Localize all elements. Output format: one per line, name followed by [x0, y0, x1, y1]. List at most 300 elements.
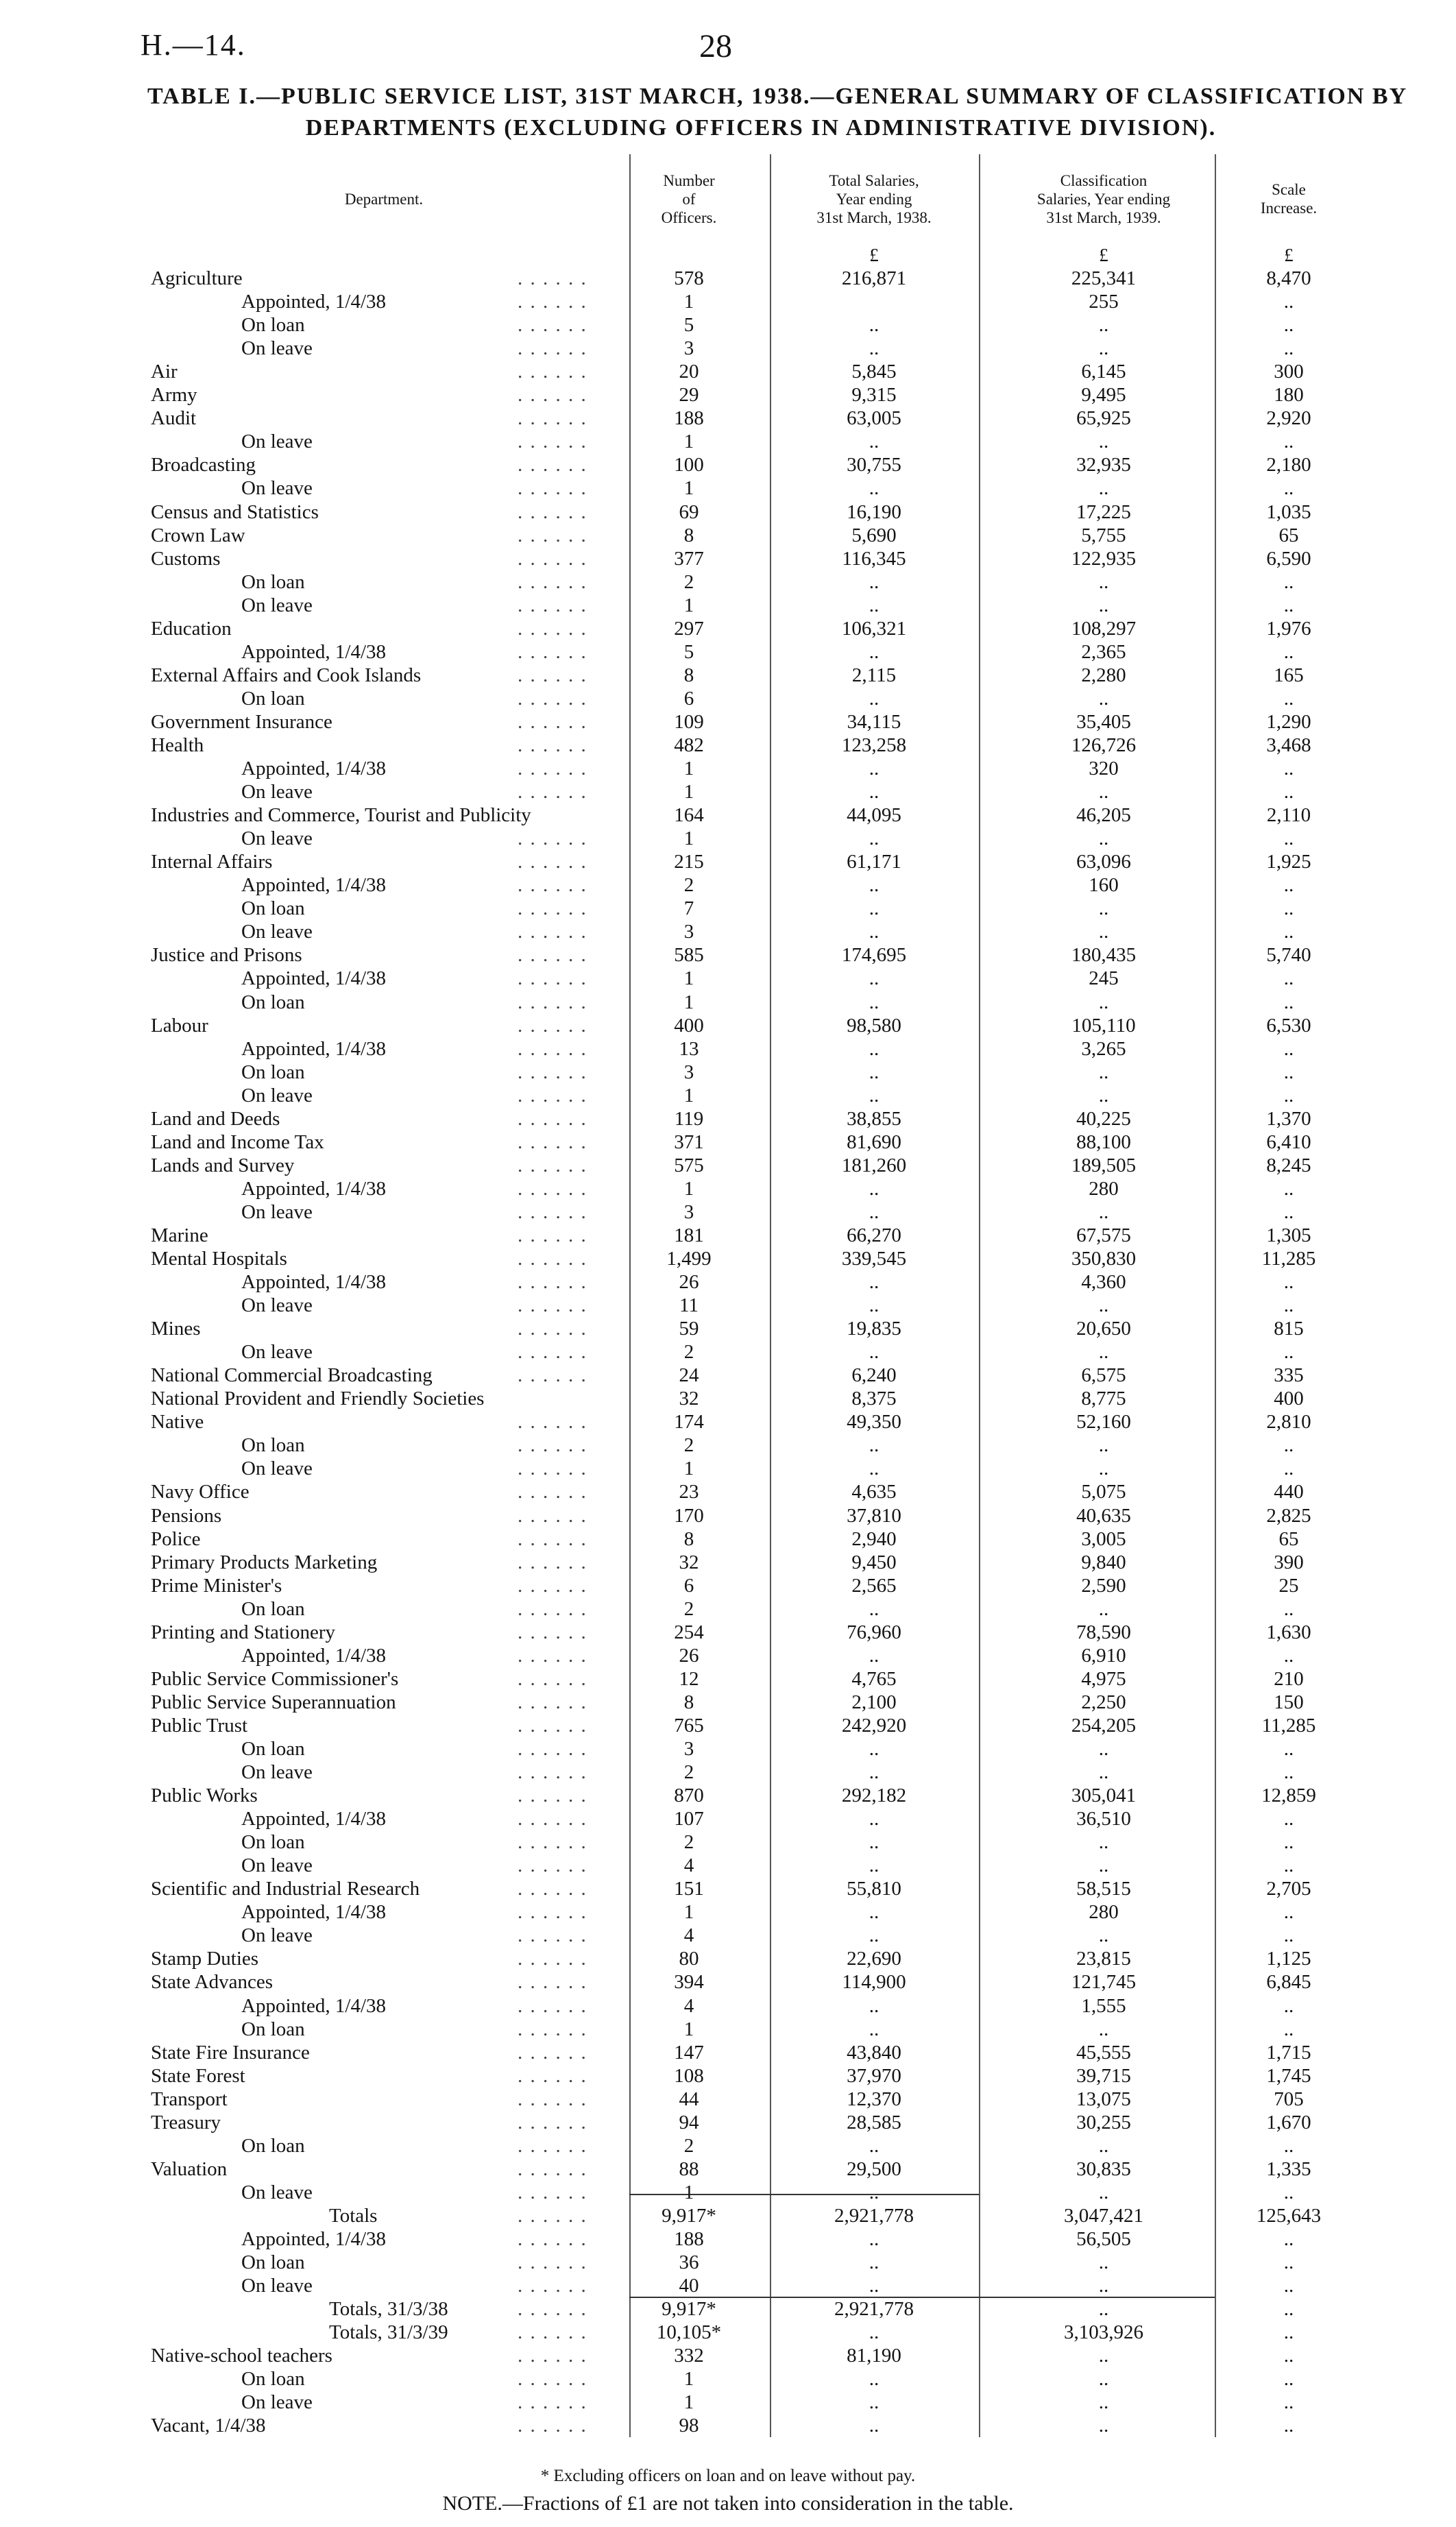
table-row [0, 734, 1456, 757]
row-scale-increase: 2,810 [1266, 1411, 1311, 1434]
row-total-salaries: .. [869, 1084, 879, 1107]
table-row [0, 757, 1456, 780]
row-classification: 58,515 [1076, 1878, 1131, 1900]
row-classification: .. [1098, 2368, 1109, 2391]
row-classification: .. [1098, 2251, 1109, 2274]
row-officers: 1 [683, 2391, 694, 2414]
row-scale-increase: .. [1283, 874, 1294, 897]
row-department: Prime Minister's [151, 1574, 282, 1597]
row-list [0, 267, 1456, 2437]
row-department: On leave [241, 2181, 313, 2203]
row-total-salaries: .. [869, 594, 879, 616]
table-row [0, 640, 1456, 664]
row-scale-increase: 390 [1274, 1551, 1304, 1573]
table-row [0, 803, 1456, 827]
row-scale-increase: 1,035 [1266, 500, 1311, 523]
header-officers: Number of Officers. [661, 171, 717, 226]
row-department: Marine [151, 1224, 208, 1246]
row-total-salaries: .. [869, 314, 879, 337]
row-total-salaries: 4,635 [851, 1481, 897, 1503]
row-total-salaries: 19,835 [847, 1318, 901, 1340]
table-row [0, 267, 1456, 290]
row-officers: 870 [674, 1785, 704, 1807]
row-officers: 3 [683, 1738, 694, 1760]
row-department: On leave [241, 827, 313, 850]
row-officers: 151 [674, 1878, 704, 1900]
row-department: On leave [241, 1854, 313, 1877]
row-total-salaries: 34,115 [847, 710, 901, 733]
row-officers: 3 [683, 1061, 694, 1083]
row-scale-increase: .. [1283, 2227, 1294, 2250]
table-row [0, 943, 1456, 967]
leader-dots: . . . . . . [518, 967, 587, 990]
row-classification: 6,575 [1081, 1364, 1126, 1387]
row-department: Health [151, 734, 204, 756]
leader-dots: . . . . . . [518, 1458, 587, 1480]
row-classification: 17,225 [1076, 500, 1131, 523]
row-scale-increase: .. [1283, 1994, 1294, 2017]
row-department: On loan [241, 1597, 305, 1620]
row-total-salaries: 292,182 [841, 1785, 907, 1807]
table-row [0, 617, 1456, 640]
row-total-salaries: .. [869, 1341, 879, 1364]
row-officers: 100 [674, 454, 704, 476]
table-row [0, 1037, 1456, 1061]
table-row [0, 2344, 1456, 2367]
row-department: Transport [151, 2088, 228, 2110]
table-row [0, 1737, 1456, 1761]
leader-dots: . . . . . . [518, 1271, 587, 1294]
row-officers: 80 [679, 1948, 699, 1970]
row-scale-increase: .. [1283, 1200, 1294, 1223]
row-officers: 215 [674, 851, 704, 873]
leader-dots: . . . . . . [518, 1037, 587, 1060]
table-row [0, 2181, 1456, 2204]
row-officers: 1 [683, 2368, 694, 2391]
row-department: Audit [151, 407, 197, 430]
row-classification: 5,755 [1081, 524, 1126, 546]
leader-dots: . . . . . . [518, 874, 587, 897]
row-total-salaries: .. [869, 477, 879, 500]
row-classification: 2,280 [1081, 664, 1126, 686]
table-row [0, 1667, 1456, 1691]
row-department: Printing and Stationery [151, 1621, 336, 1643]
row-classification: 4,360 [1081, 1271, 1126, 1294]
table-row [0, 2018, 1456, 2041]
header-scale: Scale Increase. [1260, 181, 1318, 217]
leader-dots: . . . . . . [518, 2368, 587, 2391]
row-classification: 78,590 [1076, 1621, 1131, 1643]
table-row [0, 1340, 1456, 1364]
row-total-salaries: 5,845 [851, 361, 897, 383]
table-body [0, 243, 1456, 2437]
row-scale-increase: .. [1283, 2181, 1294, 2203]
row-officers: 1 [683, 1458, 694, 1480]
table-row [0, 1574, 1456, 1597]
table-row [0, 1994, 1456, 2018]
row-officers: 24 [679, 1364, 699, 1387]
row-department: Customs [151, 547, 221, 570]
row-officers: 8 [683, 1527, 694, 1550]
table-row [0, 1224, 1456, 1247]
row-scale-increase: 1,125 [1266, 1948, 1311, 1970]
row-total-salaries: .. [869, 2227, 879, 2250]
row-classification: .. [1098, 1341, 1109, 1364]
row-department: Land and Income Tax [151, 1130, 324, 1153]
table-row [0, 1784, 1456, 1807]
row-scale-increase: .. [1283, 1761, 1294, 1784]
row-department: On loan [241, 314, 305, 337]
row-department: On leave [241, 781, 313, 803]
row-classification: 46,205 [1076, 804, 1131, 827]
row-department: Police [151, 1527, 201, 1550]
table-row [0, 1130, 1456, 1154]
row-officers: 20 [679, 361, 699, 383]
row-total-salaries: 2,100 [851, 1691, 897, 1713]
row-officers: 400 [674, 1014, 704, 1037]
row-total-salaries: .. [869, 1597, 879, 1620]
row-department: Totals [329, 2204, 378, 2227]
table-subtitle: DEPARTMENTS (EXCLUDING OFFICERS IN ADMINISTRATIVE DIVISION). [305, 115, 1217, 141]
row-scale-increase: 11,285 [1261, 1714, 1316, 1737]
row-scale-increase: 3,468 [1266, 734, 1311, 756]
row-scale-increase: .. [1283, 1294, 1294, 1317]
row-officers: 765 [674, 1714, 704, 1737]
leader-dots: . . . . . . [518, 1084, 587, 1107]
row-total-salaries: .. [869, 2321, 879, 2344]
row-department: State Fire Insurance [151, 2041, 310, 2064]
row-scale-increase: 165 [1274, 664, 1304, 686]
row-officers: 94 [679, 2111, 699, 2133]
row-scale-increase: 1,670 [1266, 2111, 1311, 2133]
row-classification: .. [1098, 2134, 1109, 2157]
table-row [0, 1691, 1456, 1714]
row-officers: 297 [674, 617, 704, 640]
row-scale-increase: 8,470 [1266, 267, 1311, 290]
row-classification: 320 [1089, 758, 1119, 780]
row-department: On loan [241, 991, 305, 1013]
table-row [0, 1387, 1456, 1410]
row-officers: 578 [674, 267, 704, 290]
row-department: Labour [151, 1014, 208, 1037]
row-total-salaries: 98,580 [847, 1014, 901, 1037]
table-row [0, 1294, 1456, 1317]
row-classification: .. [1098, 594, 1109, 616]
row-scale-increase: .. [1283, 337, 1294, 360]
row-officers: 188 [674, 2227, 704, 2250]
leader-dots: . . . . . . [518, 361, 587, 383]
leader-dots: . . . . . . [518, 1014, 587, 1037]
table-row [0, 1434, 1456, 1457]
row-department: Internal Affairs [151, 851, 273, 873]
row-officers: 5 [683, 640, 694, 663]
row-classification: .. [1098, 2345, 1109, 2367]
row-department: Totals, 31/3/39 [329, 2321, 448, 2344]
row-scale-increase: 6,530 [1266, 1014, 1311, 1037]
row-scale-increase: .. [1283, 921, 1294, 943]
row-officers: 585 [674, 944, 704, 967]
leader-dots: . . . . . . [518, 267, 587, 290]
row-total-salaries: 76,960 [847, 1621, 901, 1643]
table-row [0, 873, 1456, 897]
row-officers: 1 [683, 594, 694, 616]
row-department: On leave [241, 477, 313, 500]
row-department: Pensions [151, 1504, 222, 1527]
row-total-salaries: 2,565 [851, 1574, 897, 1597]
row-total-salaries: .. [869, 1808, 879, 1830]
table-row [0, 687, 1456, 710]
table-row [0, 827, 1456, 850]
row-classification: 3,103,926 [1064, 2321, 1143, 2344]
row-officers: 170 [674, 1504, 704, 1527]
row-officers: 6 [683, 687, 694, 710]
row-officers: 2 [683, 1831, 694, 1854]
row-scale-increase: .. [1283, 1341, 1294, 1364]
row-classification: 254,205 [1071, 1714, 1137, 1737]
leader-dots: . . . . . . [518, 1504, 587, 1527]
table-row [0, 1970, 1456, 1994]
leader-dots: . . . . . . [518, 2111, 587, 2133]
row-classification: .. [1098, 1434, 1109, 1457]
row-classification: 35,405 [1076, 710, 1131, 733]
row-scale-increase: 2,920 [1266, 407, 1311, 430]
table-row [0, 594, 1456, 617]
row-classification: .. [1098, 431, 1109, 453]
header-department: Department. [344, 190, 424, 208]
row-department: Lands and Survey [151, 1154, 295, 1176]
row-total-salaries: 37,970 [847, 2064, 901, 2087]
row-classification: 67,575 [1076, 1224, 1131, 1246]
row-officers: 1,499 [666, 1248, 712, 1270]
row-classification: .. [1098, 1294, 1109, 1317]
row-total-salaries: 63,005 [847, 407, 901, 430]
row-classification: .. [1098, 337, 1109, 360]
row-officers: 254 [674, 1621, 704, 1643]
row-total-salaries: .. [869, 921, 879, 943]
row-total-salaries: .. [869, 687, 879, 710]
row-total-salaries: .. [869, 1294, 879, 1317]
table-row [0, 1877, 1456, 1900]
row-classification: .. [1098, 477, 1109, 500]
row-scale-increase: .. [1283, 431, 1294, 453]
row-scale-increase: 400 [1274, 1388, 1304, 1410]
row-department: On loan [241, 2134, 305, 2157]
row-total-salaries: 61,171 [847, 851, 901, 873]
row-department: On leave [241, 1294, 313, 1317]
row-classification: 40,635 [1076, 1504, 1131, 1527]
row-officers: 1 [683, 967, 694, 990]
row-classification: .. [1098, 1924, 1109, 1947]
table-row [0, 1807, 1456, 1830]
row-classification: .. [1098, 1084, 1109, 1107]
row-department: Appointed, 1/4/38 [241, 1177, 387, 1200]
row-classification: 350,830 [1071, 1248, 1137, 1270]
row-total-salaries: .. [869, 1924, 879, 1947]
leader-dots: . . . . . . [518, 384, 587, 407]
row-officers: 109 [674, 710, 704, 733]
row-department: Industries and Commerce, Tourist and Publicity [151, 804, 531, 827]
row-classification: .. [1098, 921, 1109, 943]
table-row [0, 476, 1456, 500]
row-classification: 108,297 [1071, 617, 1137, 640]
row-department: Treasury [151, 2111, 221, 2133]
row-scale-increase: 210 [1274, 1667, 1304, 1690]
row-classification: 9,495 [1081, 384, 1126, 407]
row-department: Scientific and Industrial Research [151, 1878, 420, 1900]
table-row [0, 1457, 1456, 1480]
row-officers: 2 [683, 570, 694, 593]
row-classification: 3,047,421 [1064, 2204, 1143, 2227]
leader-dots: . . . . . . [518, 687, 587, 710]
row-classification: .. [1098, 314, 1109, 337]
row-classification: .. [1098, 2181, 1109, 2203]
row-classification: .. [1098, 1854, 1109, 1877]
table-row [0, 1900, 1456, 1924]
row-total-salaries: .. [869, 1037, 879, 1060]
row-department: On loan [241, 1061, 305, 1083]
row-officers: 377 [674, 547, 704, 570]
row-total-salaries: .. [869, 2181, 879, 2203]
leader-dots: . . . . . . [518, 1761, 587, 1784]
row-officers: 482 [674, 734, 704, 756]
table-row [0, 290, 1456, 313]
page-number: 28 [699, 28, 732, 64]
row-department: On loan [241, 2368, 305, 2391]
row-department: Totals, 31/3/38 [329, 2298, 448, 2321]
leader-dots: . . . . . . [518, 594, 587, 616]
leader-dots: . . . . . . [518, 1785, 587, 1807]
row-officers: 7 [683, 897, 694, 920]
row-officers: 36 [679, 2251, 699, 2274]
row-total-salaries: .. [869, 991, 879, 1013]
row-officers: 1 [683, 1177, 694, 1200]
row-classification: .. [1098, 2018, 1109, 2040]
row-total-salaries: 123,258 [841, 734, 907, 756]
leader-dots: . . . . . . [518, 710, 587, 733]
row-department: On leave [241, 594, 313, 616]
row-scale-increase: .. [1283, 2345, 1294, 2367]
row-total-salaries: 12,370 [847, 2088, 901, 2110]
leader-dots: . . . . . . [518, 1224, 587, 1246]
header-classification: Classification Salaries, Year ending 31st March, 1939. [1036, 171, 1171, 226]
row-department: Appointed, 1/4/38 [241, 1994, 387, 2017]
leader-dots: . . . . . . [518, 1971, 587, 1994]
table-row [0, 2088, 1456, 2111]
row-total-salaries: 114,900 [842, 1971, 906, 1994]
row-department: On leave [241, 1924, 313, 1947]
leader-dots: . . . . . . [518, 921, 587, 943]
leader-dots: . . . . . . [518, 2321, 587, 2344]
table-row [0, 2134, 1456, 2157]
table-row [0, 1247, 1456, 1270]
row-officers: 59 [679, 1318, 699, 1340]
row-officers: 40 [679, 2275, 699, 2297]
table-row [0, 1270, 1456, 1294]
row-scale-increase: .. [1283, 1901, 1294, 1924]
row-total-salaries: .. [869, 874, 879, 897]
row-classification: 255 [1089, 291, 1119, 313]
row-classification: 280 [1089, 1177, 1119, 1200]
leader-dots: . . . . . . [518, 2227, 587, 2250]
row-classification: 2,365 [1081, 640, 1126, 663]
row-classification: 105,110 [1071, 1014, 1136, 1037]
row-classification: .. [1098, 2391, 1109, 2414]
row-total-salaries: 28,585 [847, 2111, 901, 2133]
row-scale-increase: 335 [1274, 1364, 1304, 1387]
table-row [0, 453, 1456, 476]
row-scale-increase: .. [1283, 291, 1294, 313]
table-row [0, 2274, 1456, 2297]
row-scale-increase: .. [1283, 1271, 1294, 1294]
row-scale-increase: 1,976 [1266, 617, 1311, 640]
leader-dots: . . . . . . [518, 291, 587, 313]
row-scale-increase: 65 [1278, 524, 1299, 546]
row-scale-increase: .. [1283, 1597, 1294, 1620]
table-row [0, 1551, 1456, 1574]
row-scale-increase: 6,590 [1266, 547, 1311, 570]
row-total-salaries: 116,345 [842, 547, 906, 570]
row-officers: 4 [683, 1854, 694, 1877]
row-officers: 8 [683, 524, 694, 546]
row-officers: 1 [683, 1901, 694, 1924]
row-department: On leave [241, 2391, 313, 2414]
row-scale-increase: 300 [1274, 361, 1304, 383]
row-scale-increase: .. [1283, 594, 1294, 616]
row-officers: 332 [674, 2345, 704, 2367]
row-scale-increase: .. [1283, 2391, 1294, 2414]
row-officers: 1 [683, 2181, 694, 2203]
row-classification: .. [1098, 570, 1109, 593]
row-total-salaries: 216,871 [841, 267, 907, 290]
table-row [0, 967, 1456, 990]
row-scale-increase: .. [1283, 2321, 1294, 2344]
row-scale-increase: .. [1283, 781, 1294, 803]
table-row [0, 1410, 1456, 1434]
row-officers: 2 [683, 874, 694, 897]
leader-dots: . . . . . . [518, 2134, 587, 2157]
row-scale-increase: .. [1283, 967, 1294, 990]
table-row [0, 337, 1456, 360]
row-total-salaries: 30,755 [847, 454, 901, 476]
row-total-salaries: 106,321 [841, 617, 907, 640]
leader-dots: . . . . . . [518, 1644, 587, 1667]
row-officers: 32 [679, 1388, 699, 1410]
table-row [0, 1854, 1456, 1877]
row-department: On leave [241, 1761, 313, 1784]
row-department: Appointed, 1/4/38 [241, 1901, 387, 1924]
row-department: On leave [241, 1084, 313, 1107]
leader-dots: . . . . . . [518, 2298, 587, 2321]
row-department: Appointed, 1/4/38 [241, 967, 387, 990]
row-classification: 5,075 [1081, 1481, 1126, 1503]
table-title: TABLE I.—PUBLIC SERVICE LIST, 31ST MARCH, 1938.—GENERAL SUMMARY OF CLASSIFICATION BY [147, 84, 1408, 109]
row-scale-increase: .. [1283, 1061, 1294, 1083]
row-scale-increase: 440 [1274, 1481, 1304, 1503]
row-classification: .. [1098, 827, 1109, 850]
table-row [0, 1107, 1456, 1130]
row-scale-increase: .. [1283, 1177, 1294, 1200]
row-total-salaries: .. [869, 1994, 879, 2017]
leader-dots: . . . . . . [518, 1831, 587, 1854]
row-classification: 6,145 [1081, 361, 1126, 383]
row-officers: 3 [683, 921, 694, 943]
row-officers: 107 [674, 1808, 704, 1830]
row-officers: 2 [683, 1434, 694, 1457]
leader-dots: . . . . . . [518, 2391, 587, 2414]
row-officers: 11 [679, 1294, 699, 1317]
table-row [0, 1480, 1456, 1503]
row-classification: 6,910 [1081, 1644, 1126, 1667]
